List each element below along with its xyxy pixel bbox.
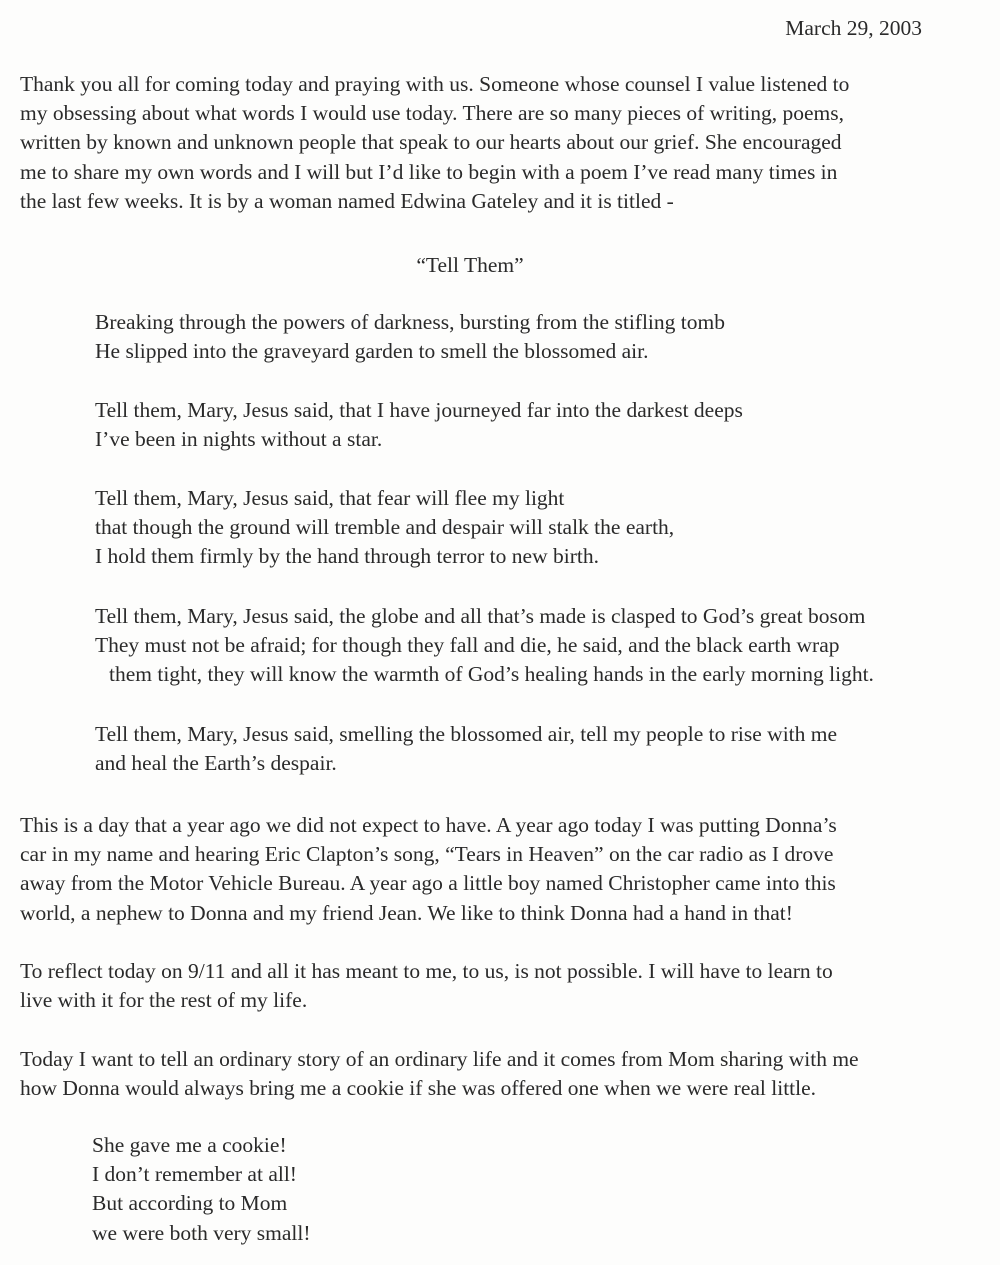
poem-title: “Tell Them” bbox=[416, 253, 524, 277]
poem-line: Tell them, Mary, Jesus said, that fear will flee my light bbox=[95, 486, 565, 510]
poem-line: them tight, they will know the warmth of God’s healing hands in the early morning light. bbox=[109, 662, 874, 687]
paragraph-line: Today I want to tell an ordinary story of an ordinary life and it comes from Mom sharing with me bbox=[20, 1047, 859, 1071]
paragraph-line: car in my name and hearing Eric Clapton’s song, “Tears in Heaven” on the car radio as I drove bbox=[20, 842, 834, 867]
poem-line: I’ve been in nights without a star. bbox=[95, 427, 383, 452]
paragraph-line: world, a nephew to Donna and my friend Jean. We like to think Donna had a hand in that! bbox=[20, 900, 793, 925]
poem-line: They must not be afraid; for though they fall and die, he said, and the black earth wrap bbox=[95, 633, 840, 658]
poem-line: Tell them, Mary, Jesus said, the globe and all that’s made is clasped to God’s great bosom bbox=[95, 604, 866, 628]
verse-line: I don’t remember at all! bbox=[92, 1162, 297, 1187]
poem-stanza-5 bbox=[95, 720, 837, 778]
poem-line: Breaking through the powers of darkness, bursting from the stifling tomb bbox=[95, 310, 725, 334]
verse-line: But according to Mom bbox=[92, 1191, 288, 1216]
poem-line: and heal the Earth’s despair. bbox=[95, 751, 337, 776]
intro-line: written by known and unknown people that speak to our hearts about our grief. She encouraged bbox=[20, 130, 842, 155]
cookie-verse bbox=[92, 1131, 311, 1248]
intro-line: Thank you all for coming today and praying with us. Someone whose counsel I value listened to bbox=[20, 72, 850, 96]
reflection-paragraph bbox=[20, 957, 995, 1015]
poem-stanza-1 bbox=[95, 308, 725, 366]
paragraph-line: To reflect today on 9/11 and all it has meant to me, to us, is not possible. I will have to learn to bbox=[20, 959, 833, 983]
poem-stanza-3 bbox=[95, 484, 674, 572]
anniversary-paragraph bbox=[20, 811, 995, 928]
intro-paragraph bbox=[20, 70, 995, 216]
paragraph-line: live with it for the rest of my life. bbox=[20, 988, 308, 1013]
poem-line: Tell them, Mary, Jesus said, that I have journeyed far into the darkest deeps bbox=[95, 398, 743, 422]
poem-stanza-2 bbox=[95, 396, 743, 454]
intro-line: my obsessing about what words I would use today. There are so many pieces of writing, poems, bbox=[20, 101, 845, 126]
verse-line: She gave me a cookie! bbox=[92, 1133, 287, 1157]
poem-line: Tell them, Mary, Jesus said, smelling the blossomed air, tell my people to rise with me bbox=[95, 722, 838, 746]
verse-line: we were both very small! bbox=[92, 1220, 311, 1245]
intro-line: me to share my own words and I will but I’d like to begin with a poem I’ve read many times in bbox=[20, 159, 838, 184]
poem-line: I hold them firmly by the hand through terror to new birth. bbox=[95, 544, 599, 569]
poem-line: that though the ground will tremble and despair will stalk the earth, bbox=[95, 515, 675, 540]
poem-stanza-4 bbox=[95, 602, 874, 690]
paragraph-line: away from the Motor Vehicle Bureau. A year ago a little boy named Christopher came into this bbox=[20, 871, 836, 896]
intro-line: the last few weeks. It is by a woman named Edwina Gateley and it is titled - bbox=[20, 188, 674, 213]
paragraph-line: This is a day that a year ago we did not expect to have. A year ago today I was putting Donna’s bbox=[20, 813, 837, 837]
paragraph-line: how Donna would always bring me a cookie if she was offered one when we were real little. bbox=[20, 1076, 817, 1101]
story-paragraph bbox=[20, 1045, 995, 1103]
poem-line: He slipped into the graveyard garden to smell the blossomed air. bbox=[95, 339, 649, 364]
document-date: March 29, 2003 bbox=[785, 16, 922, 40]
